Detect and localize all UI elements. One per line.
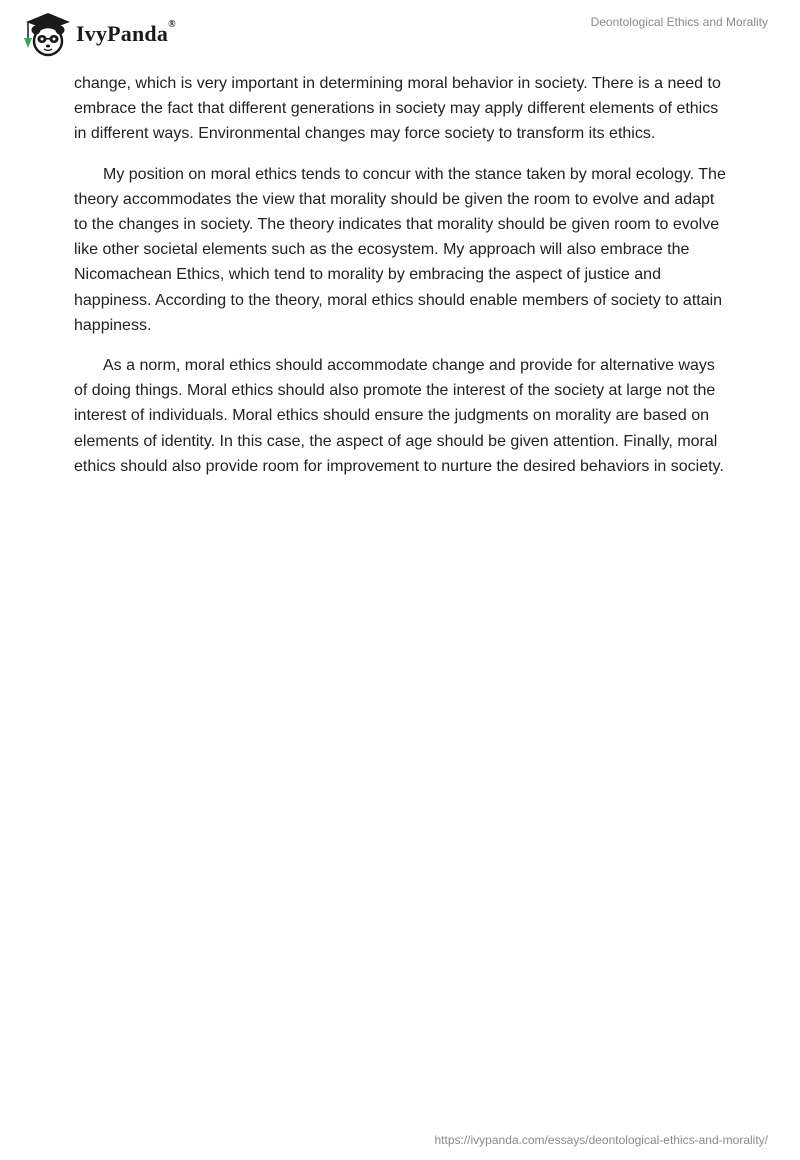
- panda-graduate-icon: [14, 8, 74, 58]
- page-header: [0, 0, 800, 64]
- document-title: Deontological Ethics and Morality: [590, 15, 768, 29]
- paragraph: My position on moral ethics tends to concur with the stance taken by moral ecology. The theory accommodates the view that morality should be given the room to evolve and adapt to the changes in society. The theory indicates that morality should be given room to evolve like other societal elements such as the ecosystem. My approach will also embrace the Nicomachean Ethics, which tend to morality by embracing the aspect of justice and happiness. According to the theory, moral ethics should enable members of society to attain happiness.: [74, 165, 726, 334]
- essay-body: [74, 71, 730, 494]
- ivypanda-logo[interactable]: [14, 8, 176, 58]
- paragraph: As a norm, moral ethics should accommodate change and provide for alternative ways of doing things. Moral ethics should also promote the interest of the society at large not the interest of individuals. Moral ethics should ensure the judgments on morality are based on elements of identity. In this case, the aspect of age should be given attention. Finally, moral ethics should also provide room for improvement to nurture the desired behaviors in society.: [74, 357, 724, 475]
- source-url-link[interactable]: https://ivypanda.com/essays/deontological-ethics-and-morality/: [434, 1133, 768, 1147]
- brand-name: IvyPanda®: [76, 19, 176, 46]
- paragraph: change, which is very important in determining moral behavior in society. There is a need to embrace the fact that different generations in society may apply different elements of ethics in different ways. Environmental changes may force society to transform its ethics.: [74, 75, 721, 143]
